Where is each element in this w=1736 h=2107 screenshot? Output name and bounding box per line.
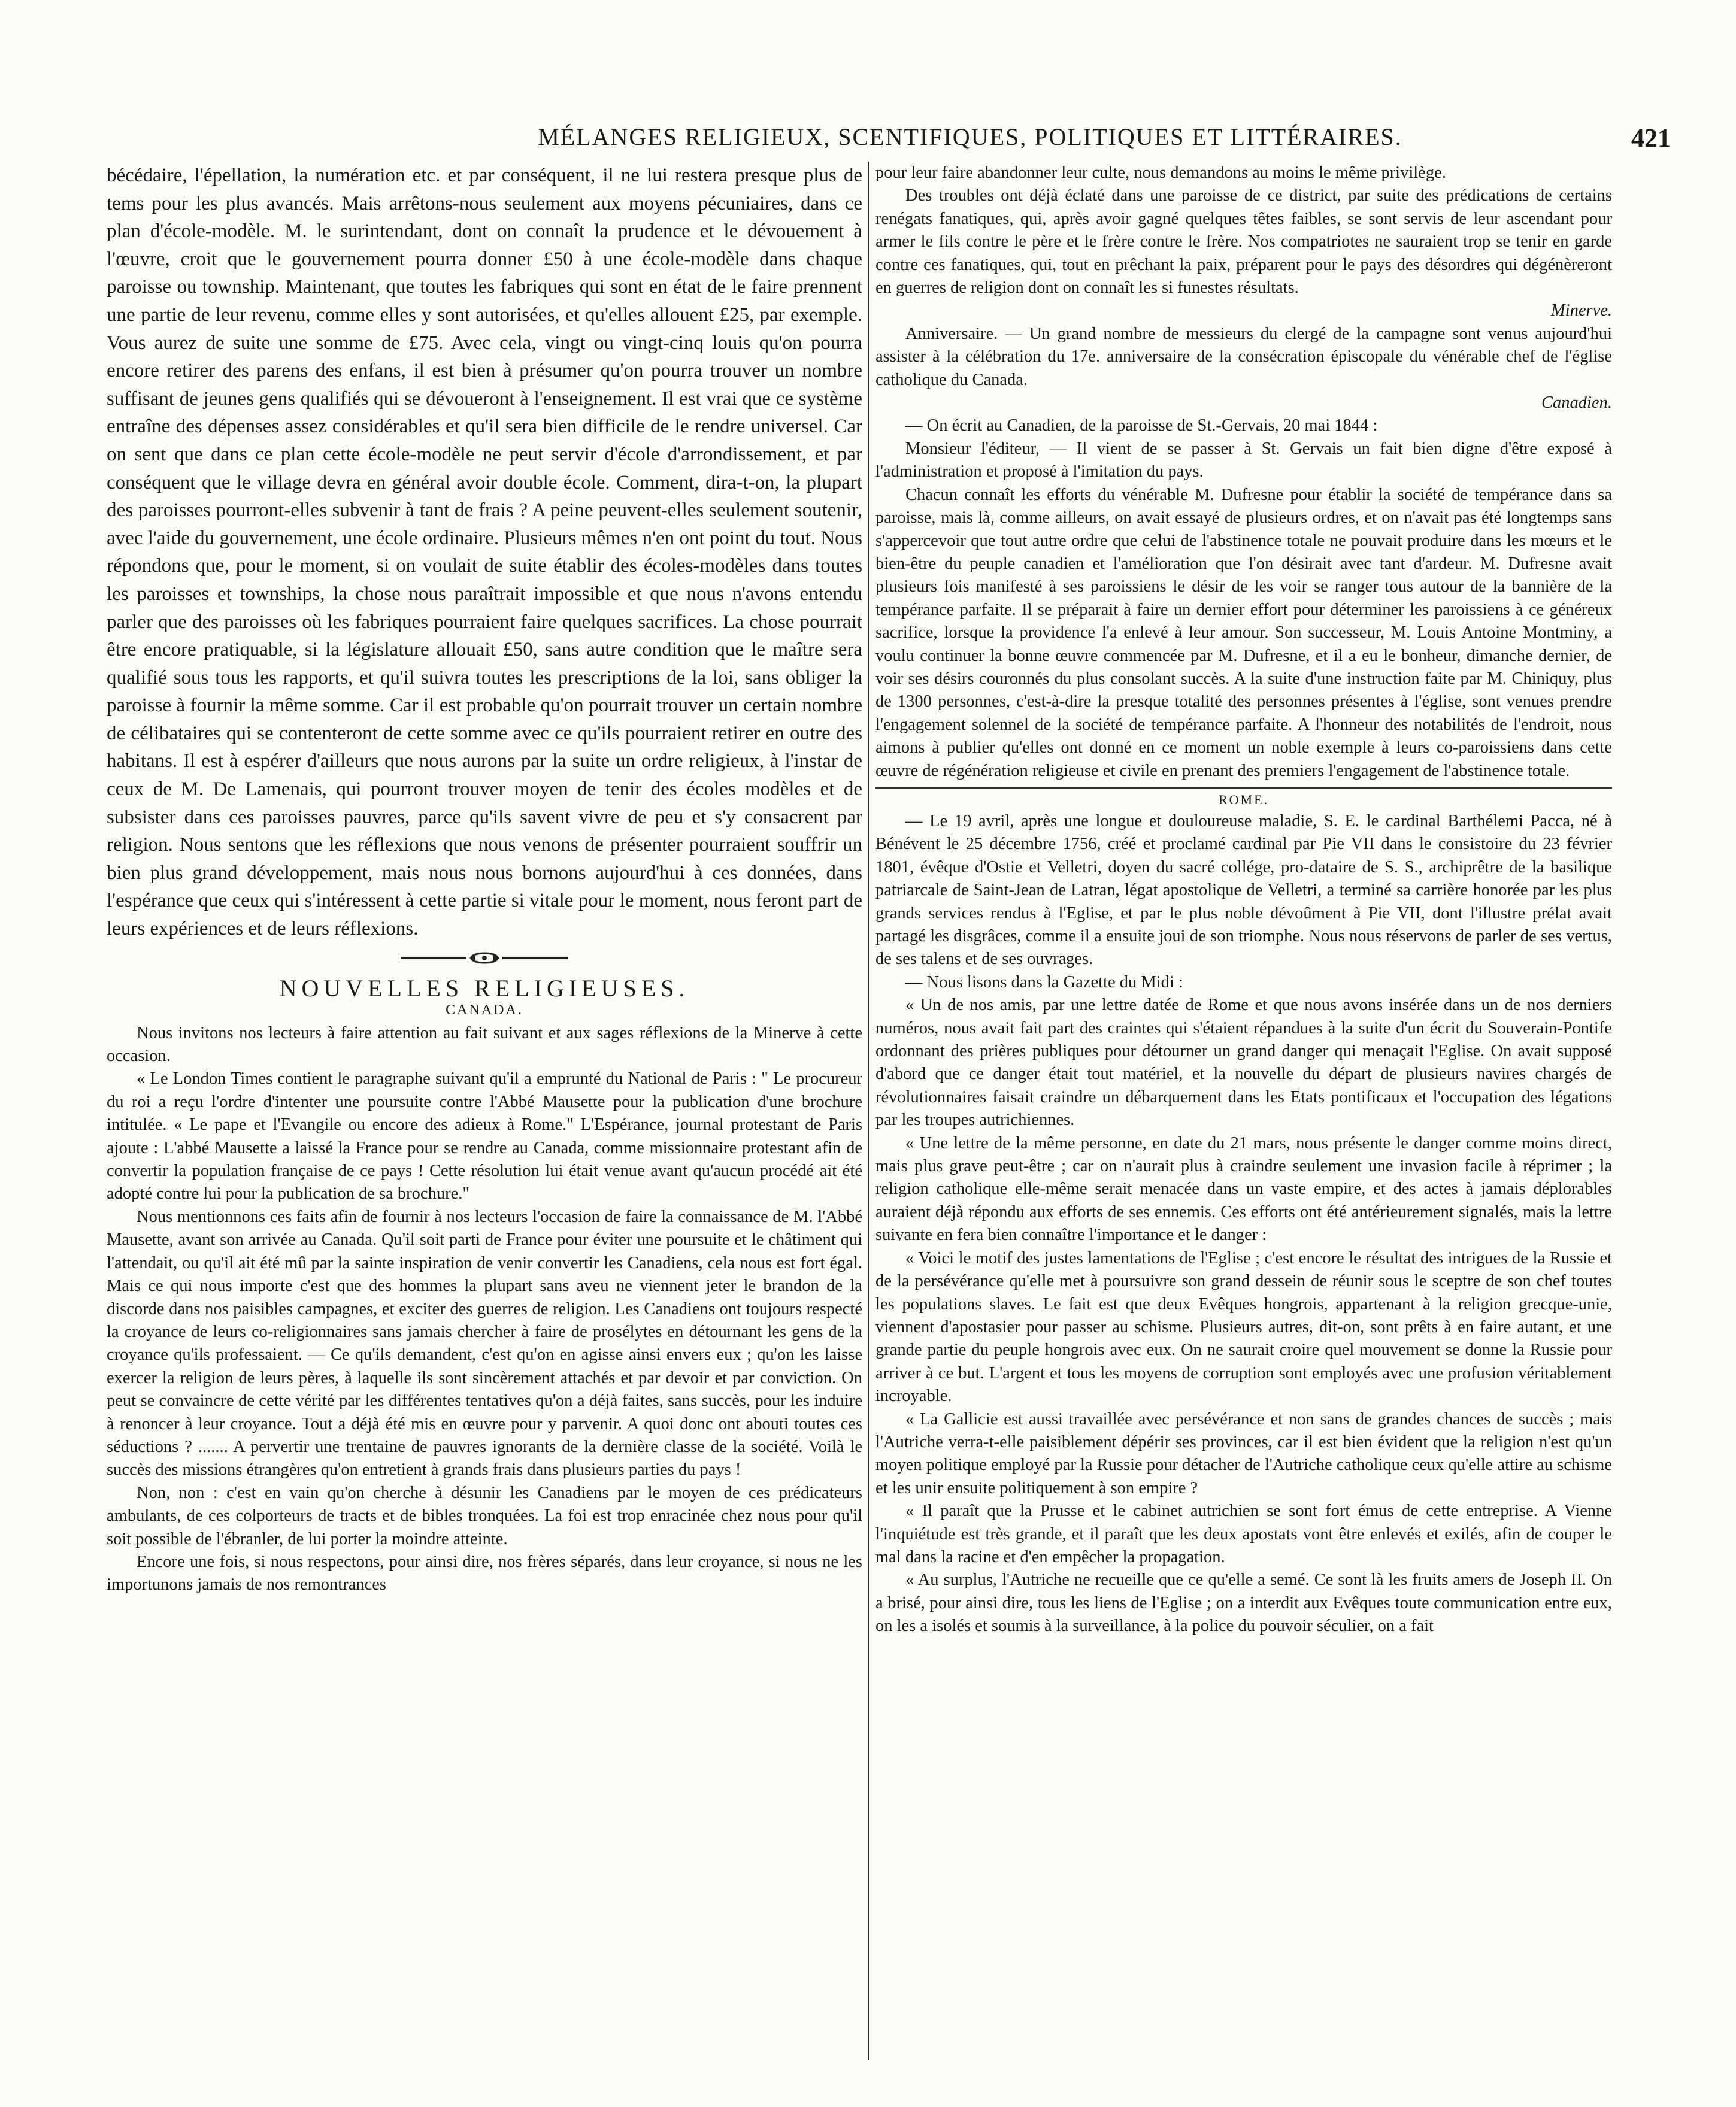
news-paragraph: Monsieur l'éditeur, — Il vient de se passer à St. Gervais un fait bien digne d'être exposé à l'administration et proposé à l'imitation du pays. (875, 439, 1612, 481)
rome-paragraph: « Un de nos amis, par une lettre datée de Rome et que nous avons insérée dans un de nos derniers numéros, nous avait fait part des craintes qui s'étaient répandues à la suite d'un écrit du Souverain-Pontife ordonnant des prières publiques pour détourner un grand danger qui menaçait l'Eglise. On avait supposé d'abord que ce danger était tout matériel, et la nouvelle du départ de plusieurs navires chargés de révolutionnaires faisait craindre un débarquement dans les Etats pontificaux et l'occupation des légations par les troupes autrichiennes. (875, 996, 1612, 1130)
news-paragraph: — On écrit au Canadien, de la paroisse de St.-Gervais, 20 mai 1844 : (905, 416, 1378, 435)
news-paragraph: pour leur faire abandonner leur culte, nous demandons au moins le même privilège. (875, 163, 1446, 182)
rome-paragraph: « Voici le motif des justes lamentations de l'Eglise ; c'est encore le résultat des intrigues de la Russie et de la persévérance qu'elle met à poursuivre son grand dessein de réunir sous le sceptre de son chef toutes les populations slaves. Le fait est que deux Evêques hongrois, appartenant à la religion grecque-unie, viennent d'apostasier pour passer au schisme. Plusieurs autres, dit-on, sont prêts à en faire autant, et une grande partie du peuple hongrois avec eux. On ne saurait croire quel mouvement se donne la Russie pour arriver à ce but. L'argent et tous les moyens de corruption sont employés avec une profusion véritablement incroyable. (875, 1248, 1612, 1406)
news-paragraph: Des troubles ont déjà éclaté dans une paroisse de ce district, par suite des prédications de certains renégats fanatiques, qui, après avoir gagné quelques têtes faibles, se sont servis de leur ascendant pour armer le fils contre le père et le frère contre le frère. Nos compatriotes ne sauraient trop se tenir en garde contre ces fanatiques, qui, tout en prêchant la paix, préparent pour le pays des désordres qui dégénèreront en guerres de religion dont on connaît les si funestes résultats. (875, 186, 1612, 298)
section-rule (875, 787, 1612, 789)
section-subtitle: CANADA. (446, 1002, 523, 1018)
rome-paragraph: « Au surplus, l'Autriche ne recueille que ce qu'elle a semé. Ce sont là les fruits amers de Joseph II. On a brisé, pour ainsi dire, tous les liens de l'Eglise ; on a interdit aux Evêques toute communication entre eux, on les a isolés et soumis à la surveillance, à la police du pouvoir séculier, on a fait (875, 1571, 1612, 1636)
news-paragraph: Nous mentionnons ces faits afin de fournir à nos lecteurs l'occasion de faire la connaissance de M. l'Abbé Mausette, avant son arrivée au Canada. Qu'il soit parti de France pour éviter une poursuite et le châtiment qui l'attendait, ou qu'il ait été mû par la sainte inspiration de venir convertir les Canadiens, cela nous est fort égal. Mais ce qui nous importe c'est que des hommes la plupart sans aveu ne viennent jeter le brandon de la discorde dans nos paisibles campagnes, et exciter des guerres de religion. Les Canadiens ont toujours respecté la croyance de leurs co-religionnaires sans jamais chercher à faire de prosélytes en détournant les gens de la croyance qu'ils professaient. — Ce qu'ils demandent, c'est qu'on en agisse ainsi envers eux ; qu'on les laisse exercer la religion de leurs pères, à laquelle ils sont sincèrement attachés et par devoir et par conviction. On peut se convaincre de cette vérité par les différentes tentatives qu'on a déjà faites, sans succès, pour les induire à renoncer à leur croyance. Tout a déjà été mis en œuvre pour y parvenir. A quoi donc ont abouti toutes ces séductions ? ....... A pervertir une trentaine de pauvres ignorants de la dernière classe de la société. Voilà le succès des missions étrangères qu'on entretient à grands frais dans plusieurs parties du pays ! (107, 1207, 862, 1480)
rome-paragraph: — Le 19 avril, après une longue et douloureuse maladie, S. E. le cardinal Barthélemi Pacca, né à Bénévent le 25 décembre 1756, créé et proclamé cardinal par Pie VII dans le consistoire du 23 février 1801, évêque d'Ostie et Velletri, doyen du sacré collége, pro-dataire de S. S., archiprêtre de la basilique patriarcale de Saint-Jean de Latran, légat apostolique de Velletri, a terminé sa carrière honorée par les plus grands services rendus à l'Eglise, et par le plus noble dévoûment à Pie VII, dont l'illustre prélat avait partagé les disgrâces, comme il a ensuite joui de son triomphe. Nous nous réservons de parler de ses vertus, de ses talens et de ses ouvrages. (875, 811, 1612, 969)
article-continuation (107, 162, 862, 943)
left-column (107, 162, 862, 2066)
article-paragraph: bécédaire, l'épellation, la numération etc. et par conséquent, il ne lui restera presque plus de tems pour les plus avancés. Mais arrêtons-nous seulement aux moyens pécuniaires, dans ce plan d'école-modèle. M. le surintendant, dont on connaît la prudence et le dévouement à l'œuvre, croit que le gouvernement pourra donner £50 à une école-modèle dans chaque paroisse ou township. Maintenant, que toutes les fabriques qui sont en état de le faire prennent une partie de leur revenu, comme elles y sont autorisées, et qu'elles allouent £25, par exemple. Vous aurez de suite une somme de £75. Avec cela, vingt ou vingt-cinq louis qu'on pourra encore retirer des parens des enfans, il est bien à présumer qu'on pourra trouver un nombre suffisant de jeunes gens qualifiés qui se dévoueront à l'enseignement. Il est vrai que ce système entraîne des dépenses assez considérables et qu'il sera bien difficile de le rendre universel. Car on sent que dans ce plan cette école-modèle ne peut servir d'école d'arrondissement, et par conséquent que le village devra en général avoir double école. Comment, dira-t-on, la plupart des paroisses pourront-elles subvenir à tant de frais ? A peine peuvent-elles seulement soutenir, avec l'aide du gouvernement, une école ordinaire. Plusieurs mêmes n'en ont point du tout. Nous répondons que, pour le moment, si on voulait de suite établir des écoles-modèles dans toutes les paroisses et townships, la chose nous paraîtrait impossible et que nous n'avons entendu parler que des paroisses où les fabriques pourraient faire quelques sacrifices. La chose pourrait être encore pratiquable, si la législature allouait £50, sans autre condition que le maître sera qualifié sous tous les rapports, et qu'il suivra toutes les prescriptions de la loi, sans obliger la paroisse à fournir la même somme. Car il est probable qu'on pourrait trouver un certain nombre de célibataires qui se contenteront de cette somme avec ce qu'ils pourraient retirer en outre des habitans. Il est à espérer d'ailleurs que nous aurons par la suite un ordre religieux, à l'instar de ceux de M. De Lamenais, qui pourront trouver moyen de tenir des écoles modèles et de subsister dans ces paroisses pauvres, parce qu'ils savent vivre de peu et s'y consacrent par religion. Nous sentons que les réflexions que nous venons de présenter pourraient souffrir un bien plus grand développement, mais nous nous bornons aujourd'hui à ces données, dans l'espérance que ceux qui s'intéressent à cette partie si vitale pour le moment, nous feront part de leurs expériences et de leurs réflexions. (107, 165, 862, 940)
news-paragraph: « Le London Times contient le paragraphe suivant qu'il a emprunté du National de Paris : " Le procureur du roi a reçu l'ordre d'intenter une poursuite contre l'Abbé Mausette pour la publication d'une brochure intitulée. « Le pape et l'Evangile ou encore des adieux à Rome." L'Espérance, journal protestant de Paris ajoute : L'abbé Mausette a laissé la France pour se rendre au Canada, comme missionnaire protestant afin de convertir la population française de ce pays ! Cette résolution lui était venue avant qu'aucun procédé ait été adopté contre lui pour la publication de sa brochure." (107, 1069, 862, 1203)
anniversaire-paragraph: Anniversaire. — Un grand nombre de messieurs du clergé de la campagne sont venus aujourd'hui assister à la célébration du 17e. anniversaire de la consécration épiscopale du vénérable chef de l'église catholique du Canada. (875, 324, 1612, 389)
news-paragraph: Nous invitons nos lecteurs à faire attention au fait suivant et aux sages réflexions de la Minerve à cette occasion. (107, 1023, 862, 1066)
page-number: 421 (1631, 123, 1671, 153)
rome-paragraph: « Une lettre de la même personne, en date du 21 mars, nous présente le danger comme moins direct, mais plus grave peut-être ; car on n'aurait plus à craindre seulement une invasion facile à réprimer ; la religion catholique elle-même serait menacée dans un vaste empire, et des actes à jamais déplorables auraient déjà répondu aux efforts de ses ennemis. Ces efforts ont été antérieurement signalés, mais la lettre suivante en fera bien connaître l'importance et le danger : (875, 1133, 1612, 1245)
news-paragraph: Encore une fois, si nous respectons, pour ainsi dire, nos frères séparés, dans leur croyance, si nous ne les importunons jamais de nos remontrances (107, 1552, 862, 1594)
news-canada (107, 1022, 862, 1597)
rome-paragraph: « La Gallicie est aussi travaillée avec persévérance et non sans de grandes chances de succès ; mais l'Autriche verra-t-elle paisiblement dépérir ses provinces, car il est bien évident que la religion n'est qu'un moyen politique employé par la Russie pour détacher de l'Autriche catholique ceux qu'elle attire au schisme et les unir ensuite politiquement à son empire ? (875, 1409, 1612, 1497)
signature-minerve: Minerve. (1550, 301, 1612, 320)
right-column (875, 162, 1612, 2066)
news-paragraph: Non, non : c'est en vain qu'on cherche à désunir les Canadiens par le moyen de ces prédicateurs ambulants, de ces colporteurs de tracts et de bibles tronquées. La foi est trop enracinée chez nous pour qu'il soit possible de l'ébranler, de lui porter la moindre atteinte. (107, 1483, 862, 1548)
rome-heading: ROME. (1218, 792, 1270, 807)
page-header (150, 123, 1671, 159)
rome-paragraph: — Nous lisons dans la Gazette du Midi : (905, 972, 1183, 992)
ornament-divider (395, 950, 574, 966)
column-divider (868, 162, 869, 2060)
section-title: NOUVELLES RELIGIEUSES. (279, 974, 690, 1002)
news-paragraph: Chacun connaît les efforts du vénérable M. Dufresne pour établir la société de tempérance dans sa paroisse, mais là, comme ailleurs, on avait essayé de plusieurs ordres, et on n'avait pas été longtemps sans s'appercevoir que tout autre ordre que celui de l'abstinence totale ne pouvait produire dans les mœurs et le bien-être du peuple canadien et l'amélioration que l'on désirait avec tant d'ardeur. M. Dufresne avait plusieurs fois manifesté à ses paroissiens le désir de les voir se ranger tous autour de la bannière de la tempérance parfaite. Il se préparait à faire un dernier effort pour déterminer les paroissiens à ce généreux sacrifice, lorsque la providence l'a enlevé à leur amour. Son successeur, M. Louis Antoine Montminy, a voulu continuer la bonne œuvre commencée par M. Dufresne, et il a eu le bonheur, dimanche dernier, de voir ses désirs couronnés du plus consolant succès. A la suite d'une instruction faite par M. Chiniquy, plus de 1300 personnes, c'est-à-dire la presque totalité des personnes présentes à l'église, sont venues prendre l'engagement solennel de la société de tempérance parfaite. A l'honneur des notabilités de l'endroit, nous aimons à publier qu'elles ont donné en ce moment un noble exemple à leurs co-paroissiens dans cette œuvre de régénération religieuse et civile en prenant des premiers l'engagement de l'abstinence totale. (875, 485, 1612, 780)
signature-canadien: Canadien. (1541, 393, 1612, 413)
rome-paragraph: « Il paraît que la Prusse et le cabinet autrichien se sont fort émus de cette entreprise. A Vienne l'inquiétude est très grande, et il paraît que les deux apostats vont être enlevés et exilés, afin de couper le mal dans la racine et d'en empêcher la propagation. (875, 1502, 1612, 1566)
running-head: MÉLANGES RELIGIEUX, SCENTIFIQUES, POLITIQUES ET LITTÉRAIRES. (538, 123, 1402, 150)
